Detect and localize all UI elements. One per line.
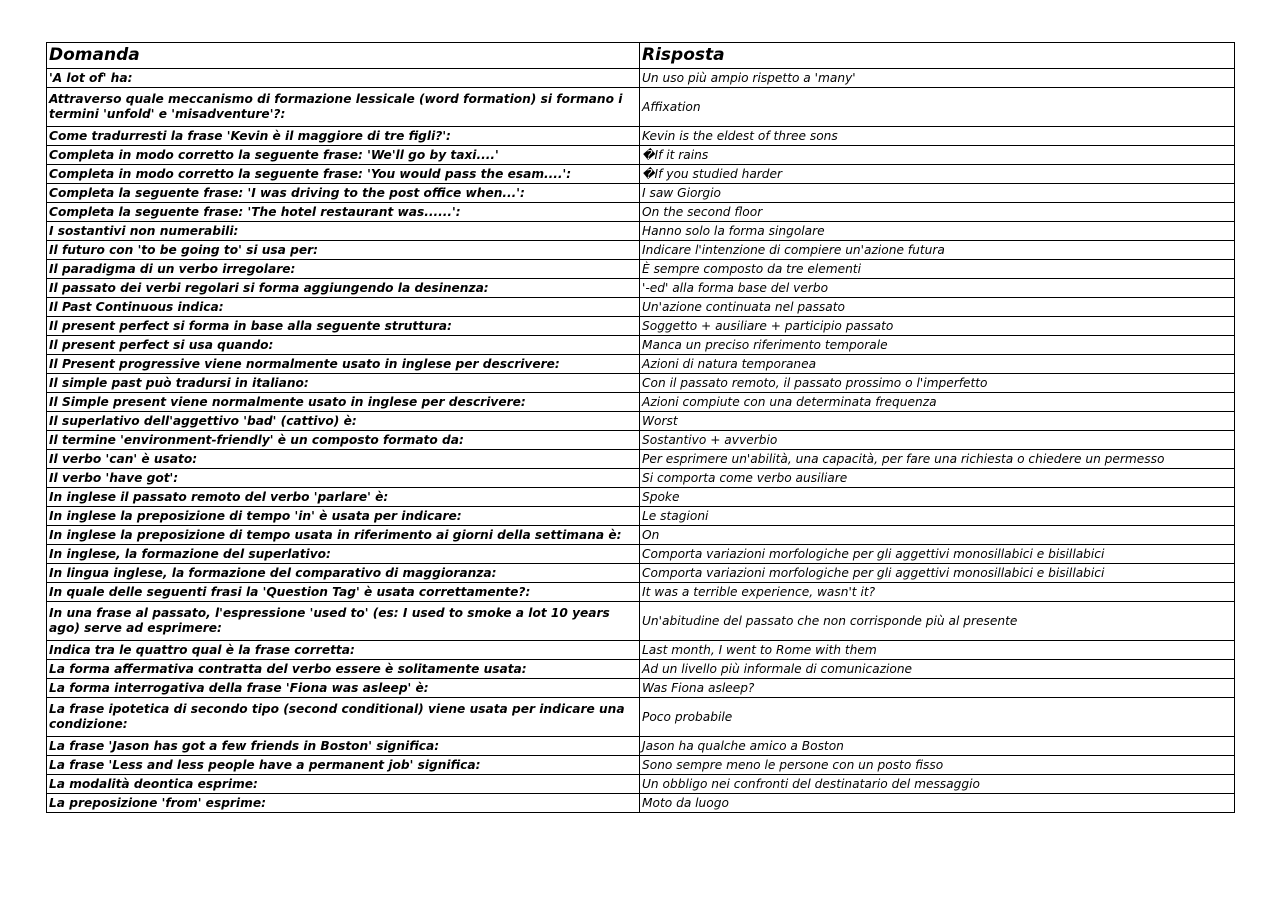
question-cell: Il simple past può tradursi in italiano: [47,374,640,393]
question-cell: In inglese la preposizione di tempo usata in riferimento ai giorni della settimana è: [47,526,640,545]
answer-cell: Affixation [640,88,1235,127]
table-row [47,203,1235,222]
answer-cell: È sempre composto da tre elementi [640,260,1235,279]
table-row [47,165,1235,184]
table-row [47,431,1235,450]
answer-cell: Spoke [640,488,1235,507]
question-cell: Completa la seguente frase: 'I was driving to the post office when...': [47,184,640,203]
question-cell: Attraverso quale meccanismo di formazione lessicale (word formation) si formano i termini 'unfold' e 'misadventure'?: [47,88,640,127]
answer-cell: Per esprimere un'abilità, una capacità, per fare una richiesta o chiedere un permesso [640,450,1235,469]
column-header-risposta: Risposta [640,43,1235,69]
answer-cell: Indicare l'intenzione di compiere un'azione futura [640,241,1235,260]
answer-cell: Si comporta come verbo ausiliare [640,469,1235,488]
answer-cell: Azioni di natura temporanea [640,355,1235,374]
question-cell: In inglese, la formazione del superlativo: [47,545,640,564]
table-row [47,794,1235,813]
table-row [47,260,1235,279]
answer-cell: I saw Giorgio [640,184,1235,203]
answer-cell: Jason ha qualche amico a Boston [640,737,1235,756]
table-row [47,88,1235,127]
answer-cell: Worst [640,412,1235,431]
table-row [47,450,1235,469]
question-cell: Il present perfect si forma in base alla seguente struttura: [47,317,640,336]
table-row [47,317,1235,336]
question-cell: Il paradigma di un verbo irregolare: [47,260,640,279]
answer-cell: Un'abitudine del passato che non corrisponde più al presente [640,602,1235,641]
qa-table [46,42,1235,813]
table-row [47,355,1235,374]
header-row [47,43,1235,69]
question-cell: Come tradurresti la frase 'Kevin è il maggiore di tre figli?': [47,127,640,146]
answer-cell: Was Fiona asleep? [640,679,1235,698]
answer-cell: Poco probabile [640,698,1235,737]
answer-cell: On the second floor [640,203,1235,222]
table-row [47,507,1235,526]
question-cell: La forma affermativa contratta del verbo essere è solitamente usata: [47,660,640,679]
table-row [47,241,1235,260]
answer-cell: Manca un preciso riferimento temporale [640,336,1235,355]
answer-cell: Ad un livello più informale di comunicazione [640,660,1235,679]
answer-cell: Sostantivo + avverbio [640,431,1235,450]
question-cell: La modalità deontica esprime: [47,775,640,794]
table-row [47,698,1235,737]
question-cell: In una frase al passato, l'espressione 'used to' (es: I used to smoke a lot 10 years ago) serve ad esprimere: [47,602,640,641]
question-cell: Il verbo 'have got': [47,469,640,488]
table-row [47,679,1235,698]
table-row [47,602,1235,641]
question-cell: Il Simple present viene normalmente usato in inglese per descrivere: [47,393,640,412]
question-cell: Indica tra le quattro qual è la frase corretta: [47,641,640,660]
question-cell: In inglese la preposizione di tempo 'in' è usata per indicare: [47,507,640,526]
table-row [47,69,1235,88]
question-cell: Il present perfect si usa quando: [47,336,640,355]
table-row [47,336,1235,355]
answer-cell: Hanno solo la forma singolare [640,222,1235,241]
answer-cell: �If you studied harder [640,165,1235,184]
answer-cell: Le stagioni [640,507,1235,526]
answer-cell: Un obbligo nei confronti del destinatario del messaggio [640,775,1235,794]
table-row [47,660,1235,679]
table-row [47,641,1235,660]
answer-cell: Soggetto + ausiliare + participio passato [640,317,1235,336]
answer-cell: Un'azione continuata nel passato [640,298,1235,317]
column-header-domanda: Domanda [47,43,640,69]
answer-cell: Sono sempre meno le persone con un posto fisso [640,756,1235,775]
table-row [47,526,1235,545]
table-row [47,583,1235,602]
question-cell: Il superlativo dell'aggettivo 'bad' (cattivo) è: [47,412,640,431]
question-cell: Il termine 'environment-friendly' è un composto formato da: [47,431,640,450]
answer-cell: Con il passato remoto, il passato prossimo o l'imperfetto [640,374,1235,393]
question-cell: In quale delle seguenti frasi la 'Question Tag' è usata correttamente?: [47,583,640,602]
question-cell: Il Past Continuous indica: [47,298,640,317]
table-row [47,545,1235,564]
answer-cell: Comporta variazioni morfologiche per gli aggettivi monosillabici e bisillabici [640,564,1235,583]
question-cell: La frase 'Less and less people have a permanent job' significa: [47,756,640,775]
answer-cell: Kevin is the eldest of three sons [640,127,1235,146]
table-row [47,146,1235,165]
table-row [47,279,1235,298]
table-row [47,775,1235,794]
table-row [47,488,1235,507]
question-cell: Completa la seguente frase: 'The hotel restaurant was......': [47,203,640,222]
table-row [47,184,1235,203]
question-cell: La frase ipotetica di secondo tipo (second conditional) viene usata per indicare una condizione: [47,698,640,737]
table-row [47,412,1235,431]
table-row [47,222,1235,241]
table-row [47,298,1235,317]
answer-cell: '-ed' alla forma base del verbo [640,279,1235,298]
question-cell: La preposizione 'from' esprime: [47,794,640,813]
answer-cell: �If it rains [640,146,1235,165]
question-cell: Il futuro con 'to be going to' si usa per: [47,241,640,260]
table-row [47,756,1235,775]
table-row [47,737,1235,756]
answer-cell: Last month, I went to Rome with them [640,641,1235,660]
question-cell: In lingua inglese, la formazione del comparativo di maggioranza: [47,564,640,583]
question-cell: Completa in modo corretto la seguente frase: 'You would pass the esam....': [47,165,640,184]
question-cell: I sostantivi non numerabili: [47,222,640,241]
table-row [47,374,1235,393]
answer-cell: Un uso più ampio rispetto a 'many' [640,69,1235,88]
answer-cell: It was a terrible experience, wasn't it? [640,583,1235,602]
answer-cell: Azioni compiute con una determinata frequenza [640,393,1235,412]
table-row [47,469,1235,488]
question-cell: Completa in modo corretto la seguente frase: 'We'll go by taxi....' [47,146,640,165]
table-row [47,393,1235,412]
answer-cell: Moto da luogo [640,794,1235,813]
question-cell: La frase 'Jason has got a few friends in Boston' significa: [47,737,640,756]
question-cell: Il Present progressive viene normalmente usato in inglese per descrivere: [47,355,640,374]
table-row [47,564,1235,583]
question-cell: 'A lot of' ha: [47,69,640,88]
answer-cell: Comporta variazioni morfologiche per gli aggettivi monosillabici e bisillabici [640,545,1235,564]
table-row [47,127,1235,146]
question-cell: Il passato dei verbi regolari si forma aggiungendo la desinenza: [47,279,640,298]
answer-cell: On [640,526,1235,545]
question-cell: Il verbo 'can' è usato: [47,450,640,469]
question-cell: In inglese il passato remoto del verbo 'parlare' è: [47,488,640,507]
question-cell: La forma interrogativa della frase 'Fiona was asleep' è: [47,679,640,698]
